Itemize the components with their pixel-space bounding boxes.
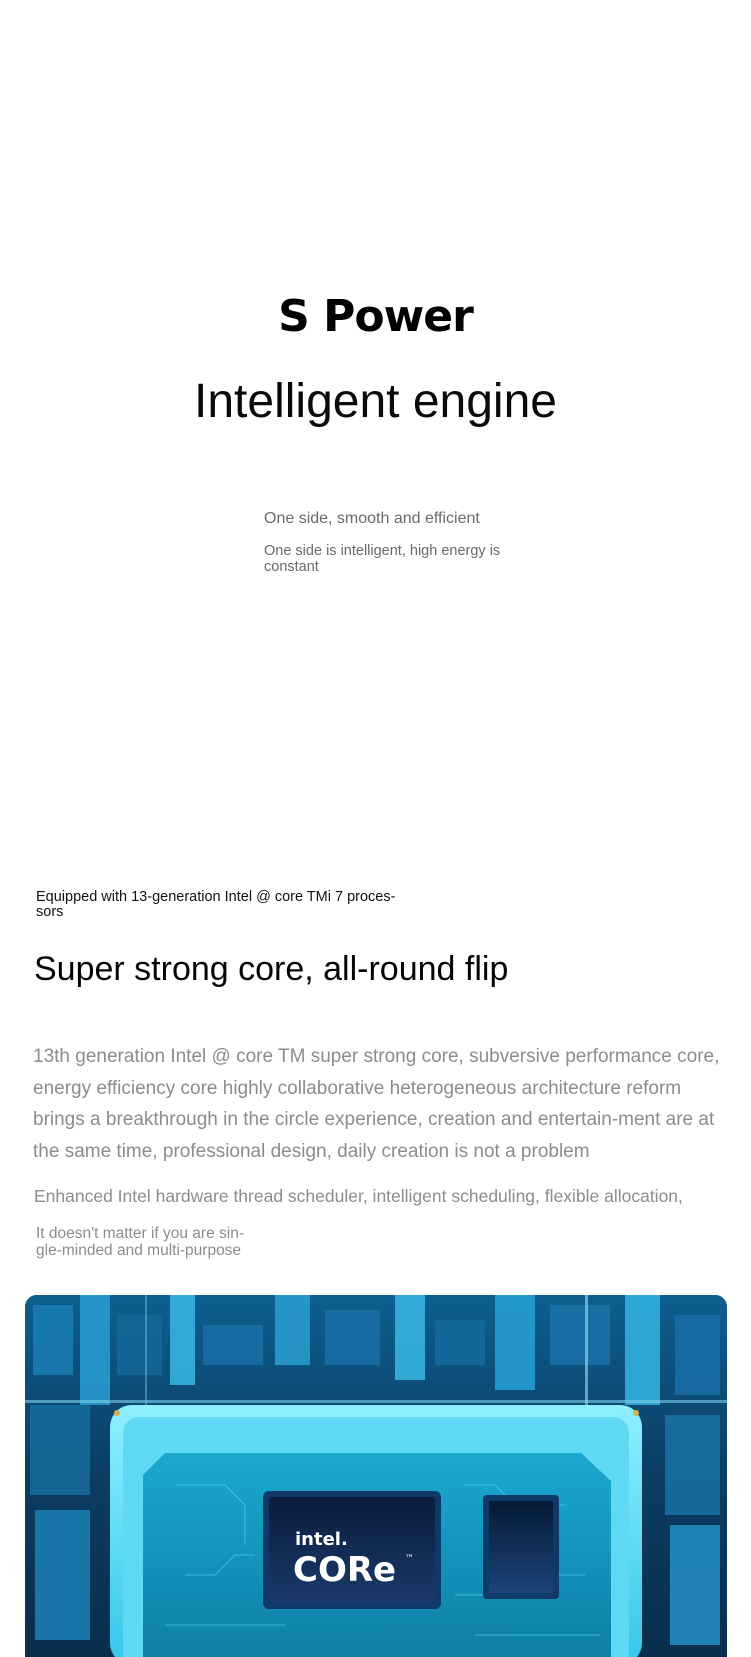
hero-subtitle-2: One side is intelligent, high energy is constant (264, 543, 501, 575)
feature-line-3: It doesn't matter if you are sin-gle-minded and multi-purpose (36, 1225, 244, 1259)
core-logo-text: CORe (293, 1550, 397, 1590)
trademark-symbol: ™ (405, 1554, 414, 1564)
brand-title: S Power (278, 291, 473, 342)
feature-heading: Super strong core, all-round flip (34, 950, 509, 988)
feature-line-2: Enhanced Intel hardware thread scheduler, intelligent scheduling, flexible allocation, (34, 1186, 683, 1206)
hero-subtitle-1: One side, smooth and efficient (264, 510, 480, 527)
intel-core-chip-image (25, 1295, 727, 1657)
chip-package (110, 1405, 642, 1657)
feature-paragraph: 13th generation Intel @ core TM super strong core, subversive performance core, energy efficiency core highly collaborative heterogeneous architecture reform brings a breakthrough in the circle experience, creation and entertain-ment are at the same time, professional design, daily creation is not a problem (33, 1046, 720, 1162)
hero-heading: Intelligent engine (194, 375, 557, 428)
feature-eyebrow: Equipped with 13-generation Intel @ core TMi 7 proces-sors (36, 889, 396, 920)
intel-logo-text: intel. (295, 1529, 348, 1550)
